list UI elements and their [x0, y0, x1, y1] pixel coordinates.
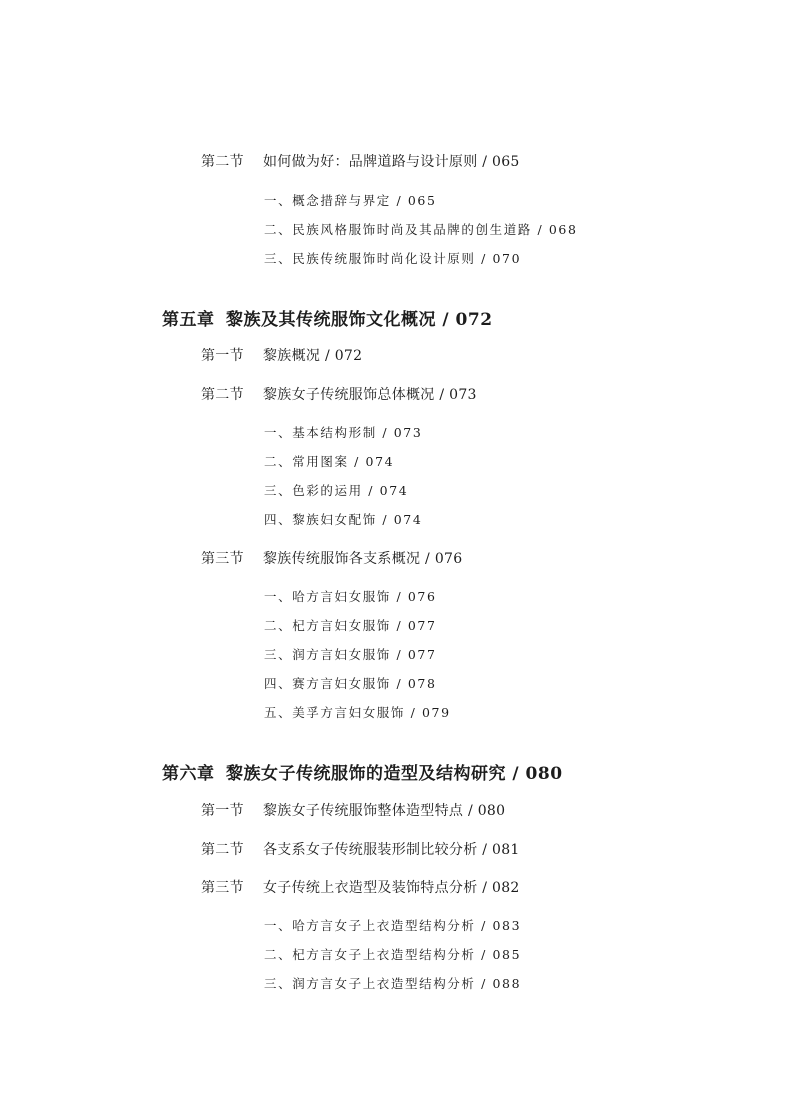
toc-section[interactable]: [201, 349, 362, 363]
chapter-title: 黎族女子传统服饰的造型及结构研究 / 080: [226, 764, 563, 784]
toc-item[interactable]: [264, 195, 437, 208]
section-number: 第一节: [201, 348, 244, 364]
item-title: 二、杞方言妇女服饰 / 077: [264, 618, 437, 633]
toc-item[interactable]: [264, 649, 437, 662]
section-number: 第二节: [201, 842, 244, 858]
section-number: 第二节: [201, 387, 244, 403]
item-title: 一、概念措辞与界定 / 065: [264, 193, 437, 208]
section-number: 第一节: [201, 803, 244, 819]
item-title: 五、美孚方言妇女服饰 / 079: [264, 705, 451, 720]
item-title: 三、润方言女子上衣造型结构分析 / 088: [264, 976, 522, 991]
chapter-number: 第五章: [162, 310, 215, 330]
toc-item[interactable]: [264, 978, 521, 991]
toc-section[interactable]: [201, 843, 520, 857]
section-title: 黎族概况 / 072: [263, 348, 363, 364]
section-number: 第二节: [201, 154, 244, 170]
toc-item[interactable]: [264, 591, 437, 604]
section-number: 第三节: [201, 880, 244, 896]
item-title: 二、民族风格服饰时尚及其品牌的创生道路 / 068: [264, 222, 578, 237]
toc-section[interactable]: [201, 155, 520, 169]
section-title: 黎族传统服饰各支系概况 / 076: [263, 551, 463, 567]
toc-item[interactable]: [264, 678, 437, 691]
item-title: 三、民族传统服饰时尚化设计原则 / 070: [264, 251, 522, 266]
item-title: 四、黎族妇女配饰 / 074: [264, 512, 423, 527]
item-title: 二、杞方言女子上衣造型结构分析 / 085: [264, 947, 522, 962]
toc-section[interactable]: [201, 388, 477, 402]
item-title: 一、哈方言妇女服饰 / 076: [264, 589, 437, 604]
item-title: 一、基本结构形制 / 073: [264, 425, 423, 440]
chapter-number: 第六章: [162, 764, 215, 784]
section-title: 黎族女子传统服饰整体造型特点 / 080: [263, 803, 506, 819]
toc-item[interactable]: [264, 949, 521, 962]
toc-item[interactable]: [264, 253, 521, 266]
toc-chapter[interactable]: [162, 766, 563, 783]
item-title: 一、哈方言女子上衣造型结构分析 / 083: [264, 918, 522, 933]
item-title: 三、色彩的运用 / 074: [264, 483, 409, 498]
section-number: 第三节: [201, 551, 244, 567]
item-title: 三、润方言妇女服饰 / 077: [264, 647, 437, 662]
toc-item[interactable]: [264, 456, 394, 469]
toc-item[interactable]: [264, 707, 451, 720]
section-title: 各支系女子传统服装形制比较分析 / 081: [263, 842, 520, 858]
toc-section[interactable]: [201, 804, 505, 818]
toc-item[interactable]: [264, 224, 578, 237]
section-title: 如何做为好：品牌道路与设计原则 / 065: [263, 154, 520, 170]
toc-item[interactable]: [264, 485, 408, 498]
section-title: 女子传统上衣造型及装饰特点分析 / 082: [263, 880, 520, 896]
chapter-title: 黎族及其传统服饰文化概况 / 072: [226, 310, 493, 330]
toc-section[interactable]: [201, 881, 520, 895]
toc-chapter[interactable]: [162, 312, 493, 329]
toc-item[interactable]: [264, 920, 521, 933]
toc-item[interactable]: [264, 514, 422, 527]
item-title: 四、赛方言妇女服饰 / 078: [264, 676, 437, 691]
section-title: 黎族女子传统服饰总体概况 / 073: [263, 387, 477, 403]
toc-item[interactable]: [264, 427, 422, 440]
toc-section[interactable]: [201, 552, 462, 566]
toc-item[interactable]: [264, 620, 437, 633]
item-title: 二、常用图案 / 074: [264, 454, 395, 469]
